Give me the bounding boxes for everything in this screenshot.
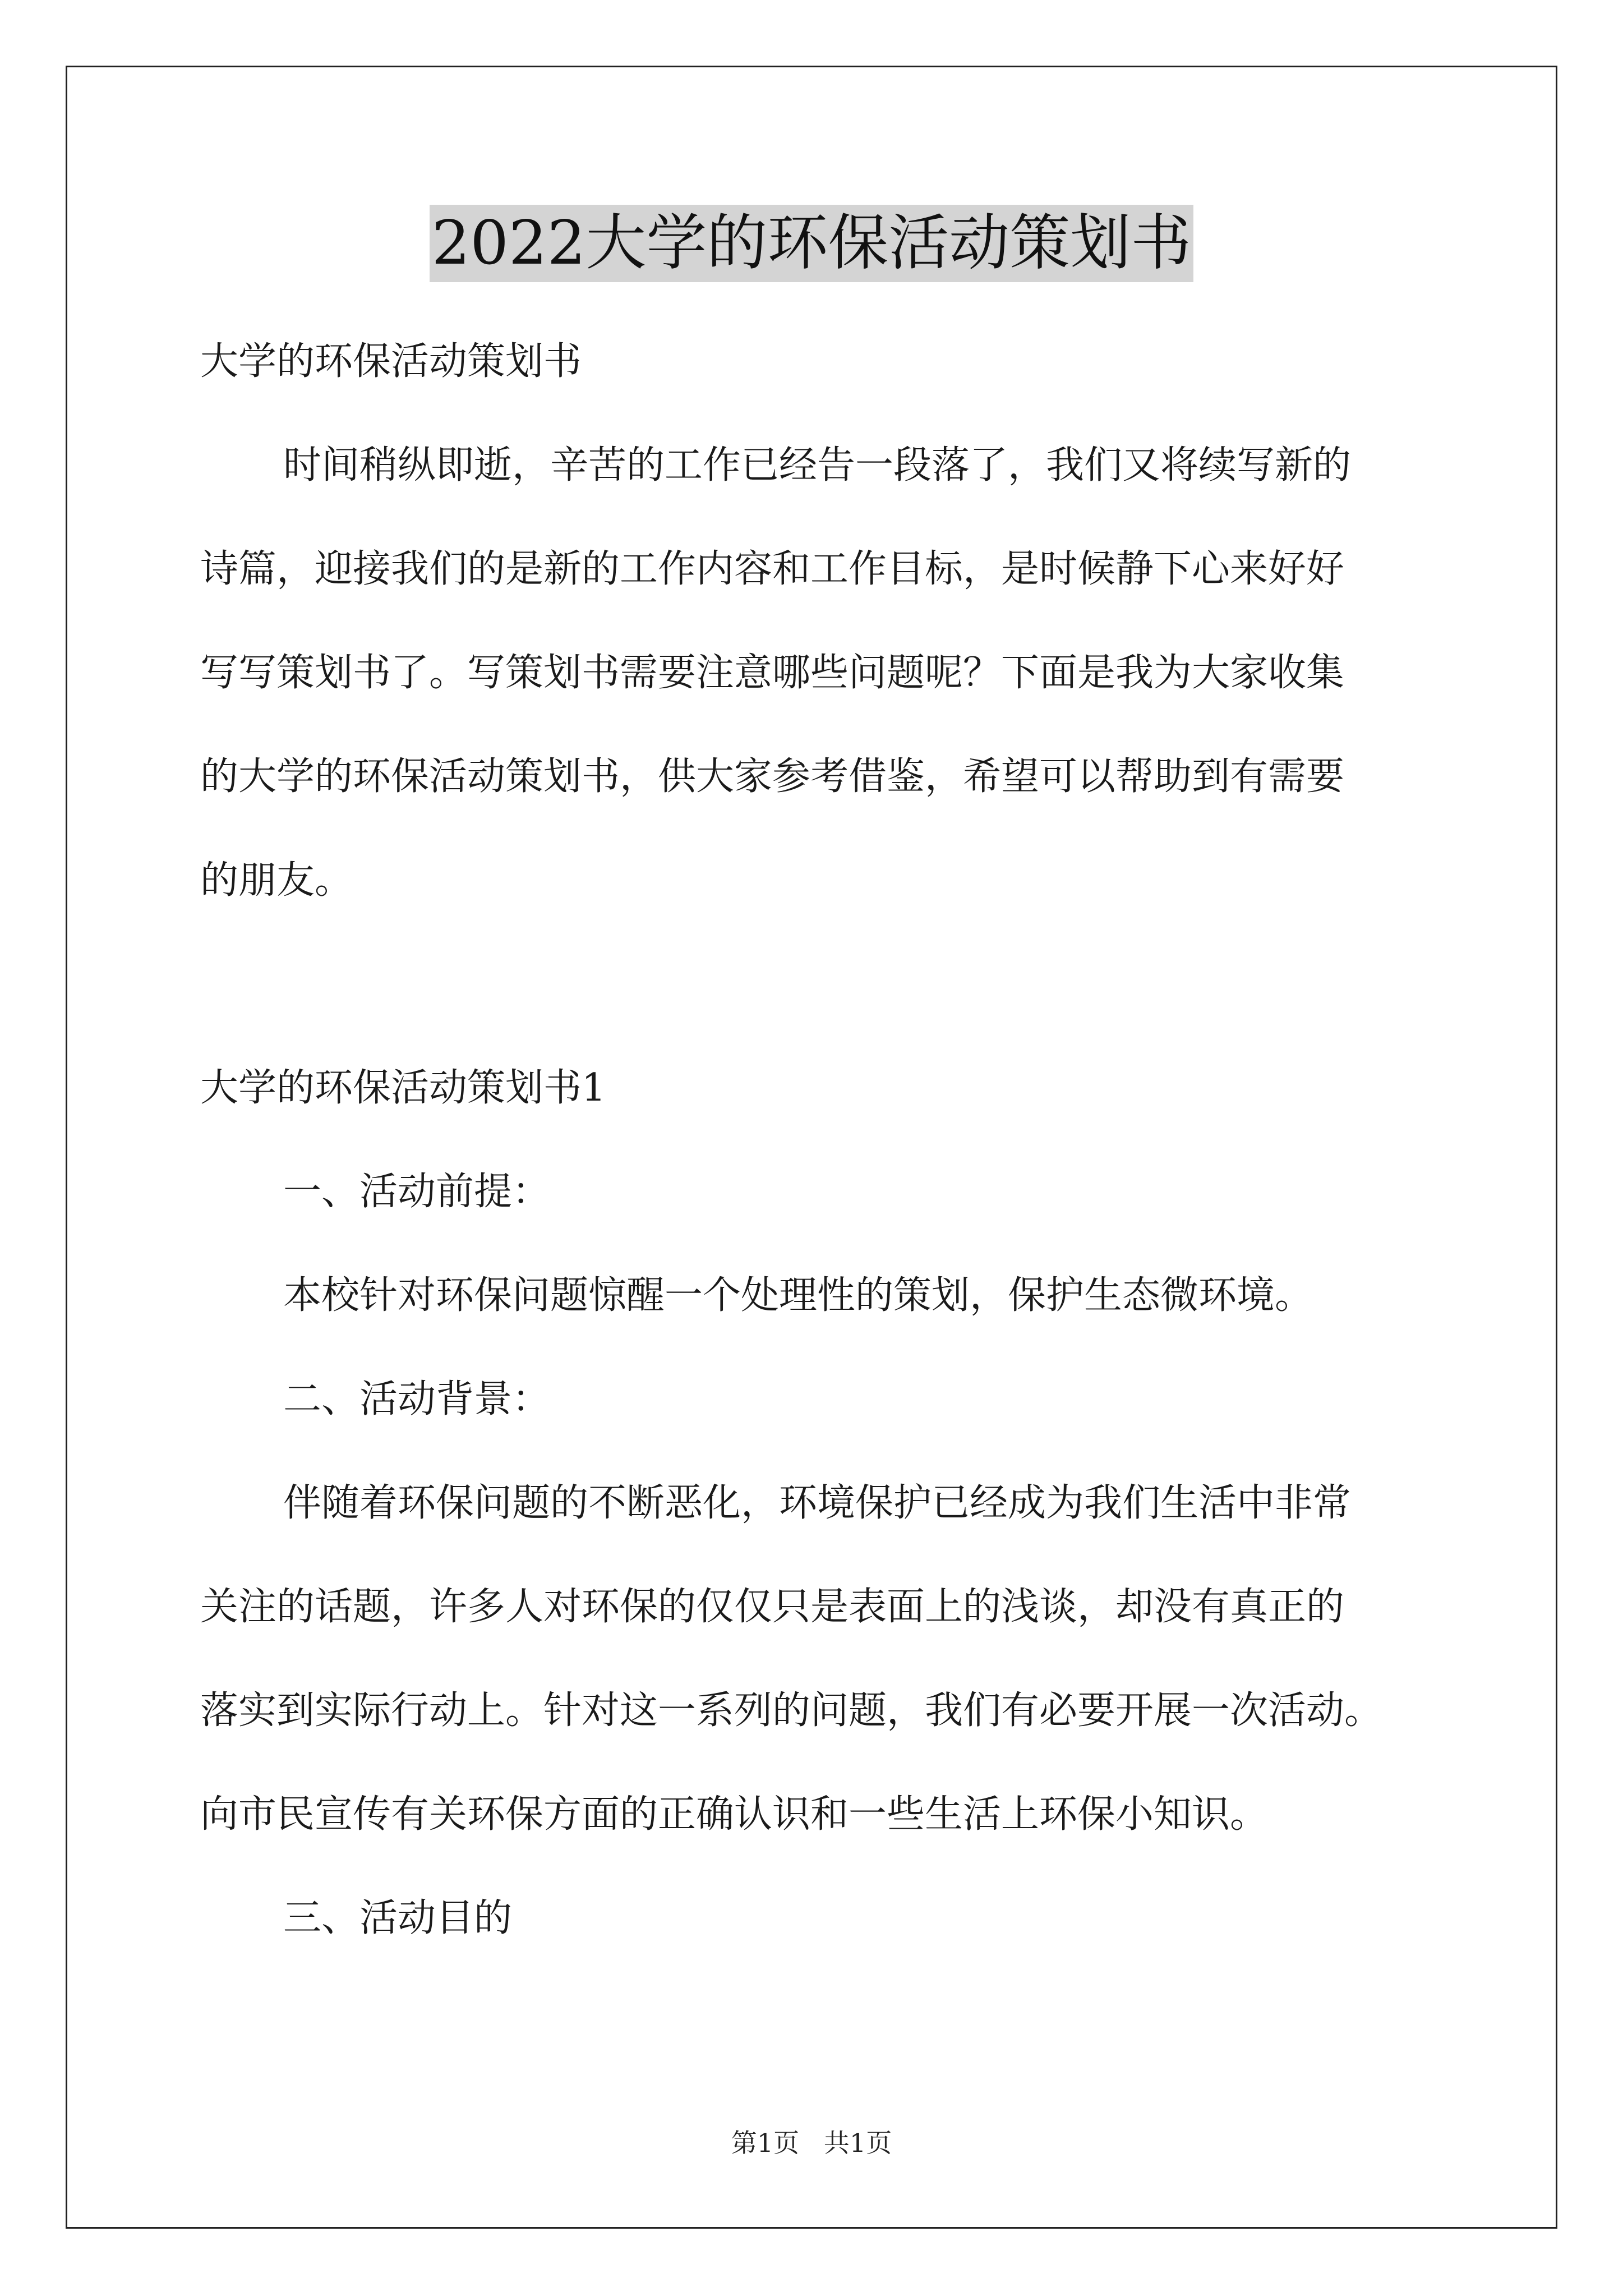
spacer xyxy=(200,932,1451,1036)
intro-line: 诗篇，迎接我们的是新的工作内容和工作目标，是时候静下心来好好 xyxy=(200,547,1345,591)
document-subtitle: 大学的环保活动策划书 xyxy=(200,339,582,384)
paragraph-line: 关注的话题，许多人对环保的仅仅只是表面上的浅谈，却没有真正的 xyxy=(200,1585,1345,1629)
section-heading: 一、活动前提： xyxy=(283,1170,551,1214)
paragraph-line: 落实到实际行动上。针对这一系列的问题，我们有必要开展一次活动。 xyxy=(200,1688,1383,1733)
intro-line: 的大学的环保活动策划书，供大家参考借鉴，希望可以帮助到有需要 xyxy=(200,754,1345,799)
paragraph-line: 本校针对环保问题惊醒一个处理性的策划，保护生态微环境。 xyxy=(283,1273,1313,1318)
intro-line: 的朋友。 xyxy=(200,858,353,903)
intro-line: 时间稍纵即逝，辛苦的工作已经告一段落了，我们又将续写新的 xyxy=(283,443,1352,487)
document-title: 2022大学的环保活动策划书 xyxy=(430,205,1194,282)
intro-line: 写写策划书了。写策划书需要注意哪些问题呢？下面是我为大家收集 xyxy=(200,651,1345,695)
document-body xyxy=(200,310,1451,1970)
title-container xyxy=(0,205,1623,282)
page-footer: 第1页 共1页 xyxy=(731,2128,892,2158)
section-heading: 三、活动目的 xyxy=(283,1896,513,1940)
section-heading: 二、活动背景： xyxy=(283,1377,551,1421)
paragraph-line: 向市民宣传有关环保方面的正确认识和一些生活上环保小知识。 xyxy=(200,1792,1269,1837)
paragraph-line: 伴随着环保问题的不断恶化，环境保护已经成为我们生活中非常 xyxy=(283,1481,1352,1525)
section-title: 大学的环保活动策划书1 xyxy=(200,1066,606,1110)
